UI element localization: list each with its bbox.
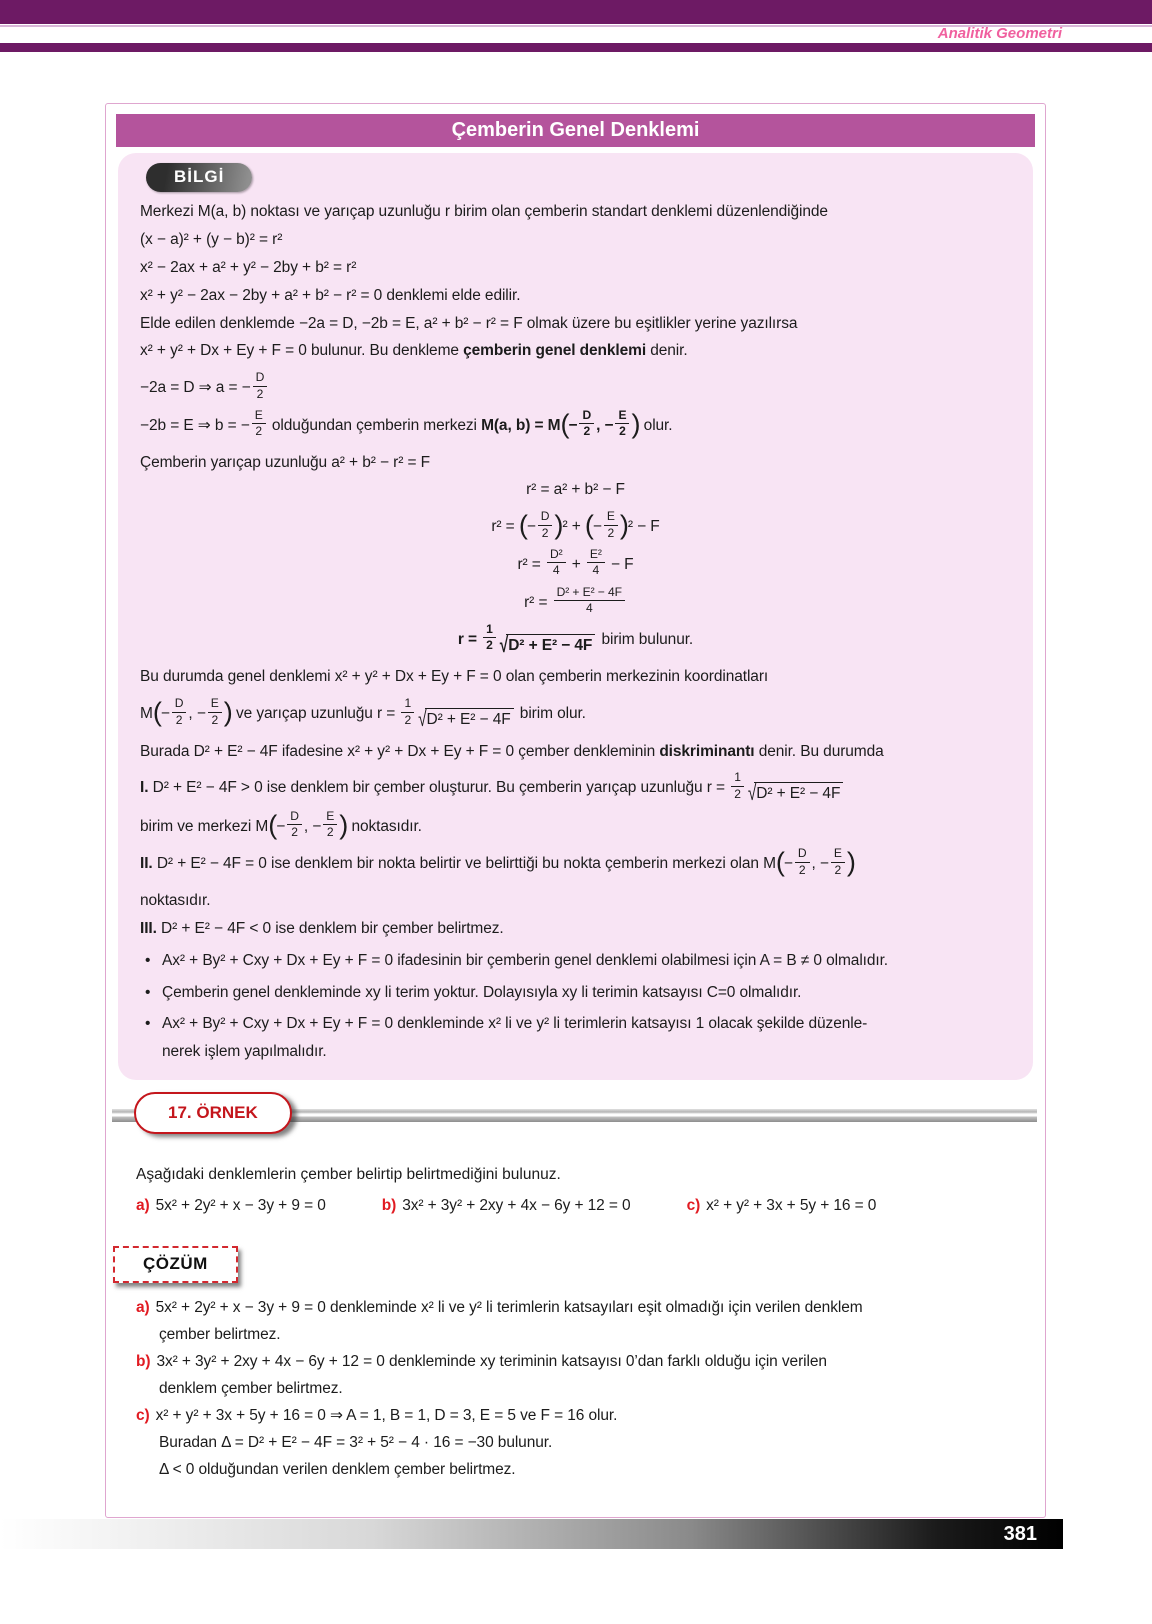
- bilgi-panel: [118, 153, 1033, 1080]
- example-prompt: Aşağıdaki denklemlerin çember belirtip belirtmediğini bulunuz.: [136, 1166, 561, 1184]
- bilgi-line: r² = a² + b² − F: [526, 481, 625, 499]
- solution-row-text: x² + y² + 3x + 5y + 16 = 0 ⇒ A = 1, B = 1, D = 3, E = 5 ve F = 16 olur.: [155, 1407, 618, 1425]
- example-header: [106, 1092, 1045, 1142]
- problem-item: [687, 1192, 877, 1220]
- bilgi-line: x² − 2ax + a² + y² − 2by + b² = r²: [140, 258, 357, 276]
- bilgi-line: −2b = E ⇒ b = − $\frac{E}{2}$ olduğundan çemberin merkezi M(a, b) = M(− $\frac{D}{2}$ , − $\frac{E}{2}$ ) olur.: [140, 407, 673, 439]
- bilgi-line: birim ve merkezi M(− $\frac{D}{2}$ , − $\frac{E}{2}$ ) noktasıdır.: [140, 808, 422, 840]
- example-badge-label: 17. ÖRNEK: [168, 1103, 258, 1123]
- bilgi-line: x² + y² + Dx + Ey + F = 0 bulunur. Bu denkleme çemberin genel denklemi denir.: [140, 342, 688, 360]
- bilgi-line: Merkezi M(a, b) noktası ve yarıçap uzunluğu r birim olan çemberin standart denklemi düzenlendiğinde: [140, 203, 828, 220]
- solution-row: [136, 1404, 1045, 1428]
- bilgi-line: −2a = D ⇒ a = − $\frac{D}{2}$: [140, 373, 1011, 403]
- footer-page-bar: [0, 1519, 1063, 1549]
- bilgi-line: nerek işlem yapılmalıdır.: [162, 1043, 327, 1061]
- section-title: Çemberin Genel Denklemi: [451, 119, 700, 141]
- problem-item-label: c): [686, 1197, 701, 1215]
- bilgi-line: Burada D² + E² − 4F ifadesine x² + y² + Dx + Ey + F = 0 çember denkleminin diskriminantı denir. Bu durumda: [140, 742, 884, 760]
- solution-row: Δ < 0 olduğundan verilen denklem çember belirtmez.: [159, 1461, 516, 1479]
- bilgi-line: II. D² + E² − 4F = 0 ise denklem bir nokta belirtir ve belirttiği bu nokta çemberin merkezi olan M(− $\frac{D}{2}$ , − $\frac{E}{2}$ ): [140, 846, 855, 878]
- bilgi-line: • Çemberin genel denkleminde xy li terim yoktur. Dolayısıyla xy li terimin katsayısı C=0 olmalıdır.: [140, 979, 1011, 1007]
- solution-row-text: 3x² + 3y² + 2xy + 4x − 6y + 12 = 0 denkleminde xy teriminin katsayısı 0’dan farklı olduğu için verilen: [156, 1353, 827, 1371]
- header-bar-top: [0, 0, 1152, 24]
- bilgi-line: III. D² + E² − 4F < 0 ise denklem bir çember belirtmez.: [140, 919, 504, 937]
- example-problems: [136, 1192, 1045, 1220]
- chapter-title: Analitik Geometri: [937, 25, 1062, 42]
- solution-row: denklem çember belirtmez.: [159, 1380, 343, 1398]
- solution-row: çember belirtmez.: [159, 1326, 281, 1344]
- problem-item-text: 3x² + 3y² + 2xy + 4x − 6y + 12 = 0: [402, 1197, 631, 1215]
- bilgi-line: noktasıdır.: [140, 891, 211, 909]
- bilgi-line: M(− $\frac{D}{2}$ , − $\frac{E}{2}$ ) ve yarıçap uzunluğu r = $\frac{1}{2}$ √ D² + E² − 4F birim olur.: [140, 696, 586, 732]
- solution-row-label: a): [136, 1299, 150, 1317]
- problem-item-text: 5x² + 2y² + x − 3y + 9 = 0: [155, 1197, 326, 1215]
- bilgi-line: (x − a)² + (y − b)² = r²: [140, 230, 283, 248]
- bilgi-badge: BİLGİ: [146, 163, 252, 192]
- solution-row-label: b): [136, 1353, 151, 1371]
- problem-item-label: b): [381, 1197, 397, 1215]
- bilgi-line: r = $\frac{1}{2}$ √ D² + E² − 4F birim bulunur.: [457, 622, 694, 658]
- solution-row: [136, 1350, 1045, 1374]
- solution-badge: [113, 1246, 238, 1283]
- problem-item-label: a): [136, 1197, 150, 1215]
- solution-row: [136, 1296, 1045, 1320]
- header-bar-bottom: [0, 43, 1152, 52]
- bilgi-line: r² = $\frac{\text{D² + E² − 4F}}{4}$: [140, 588, 1011, 618]
- bilgi-line: • Ax² + By² + Cxy + Dx + Ey + F = 0 denkleminde x² li ve y² li terimlerin katsayısı 1 olacak şekilde düzenle-: [140, 1010, 1011, 1038]
- example-badge: [134, 1092, 292, 1134]
- bilgi-line: r² = $\frac{\text{D²}}{4}$ + $\frac{\text{E²}}{4}$ − F: [517, 546, 634, 578]
- bilgi-line: I. D² + E² − 4F > 0 ise denklem bir çember oluşturur. Bu çemberin yarıçap uzunluğu r = $\frac{1}{2}$ √ D² + E² − 4F: [140, 773, 1011, 803]
- solution-row: Buradan Δ = D² + E² − 4F = 3² + 5² − 4 · 16 = −30 bulunur.: [159, 1434, 553, 1452]
- bilgi-line: x² + y² − 2ax − 2by + a² + b² − r² = 0 denklemi elde edilir.: [140, 286, 521, 304]
- solution-badge-label: ÇÖZÜM: [143, 1254, 208, 1274]
- bilgi-line: Çemberin yarıçap uzunluğu a² + b² − r² = F: [140, 453, 431, 471]
- page-number: 381: [1003, 1522, 1037, 1545]
- bilgi-line: r² = (− $\frac{D}{2}$ )² + (− $\frac{E}{2}$ )² − F: [491, 509, 660, 541]
- bilgi-line: Elde edilen denklemde −2a = D, −2b = E, a² + b² − r² = F olmak üzere bu eşitlikler yerine yazılırsa: [140, 314, 798, 332]
- solution-row-text: 5x² + 2y² + x − 3y + 9 = 0 denkleminde x² li ve y² li terimlerin katsayıları eşit olmadığı için verilen denklem: [155, 1299, 863, 1317]
- problem-item: [136, 1192, 326, 1220]
- bilgi-line: • Ax² + By² + Cxy + Dx + Ey + F = 0 ifadesinin bir çemberin genel denklemi olabilmesi için A = B ≠ 0 olmalıdır.: [140, 947, 1011, 975]
- bilgi-line: Bu durumda genel denklemi x² + y² + Dx + Ey + F = 0 olan çemberin merkezinin koordinatları: [140, 668, 769, 686]
- problem-item: [382, 1192, 631, 1220]
- bilgi-content: [140, 198, 1011, 1066]
- solution-content: [136, 1296, 1045, 1482]
- problem-item-text: x² + y² + 3x + 5y + 16 = 0: [706, 1197, 877, 1215]
- solution-row-label: c): [136, 1407, 150, 1425]
- section-title-bar: [116, 114, 1035, 147]
- content-frame: [105, 103, 1046, 1518]
